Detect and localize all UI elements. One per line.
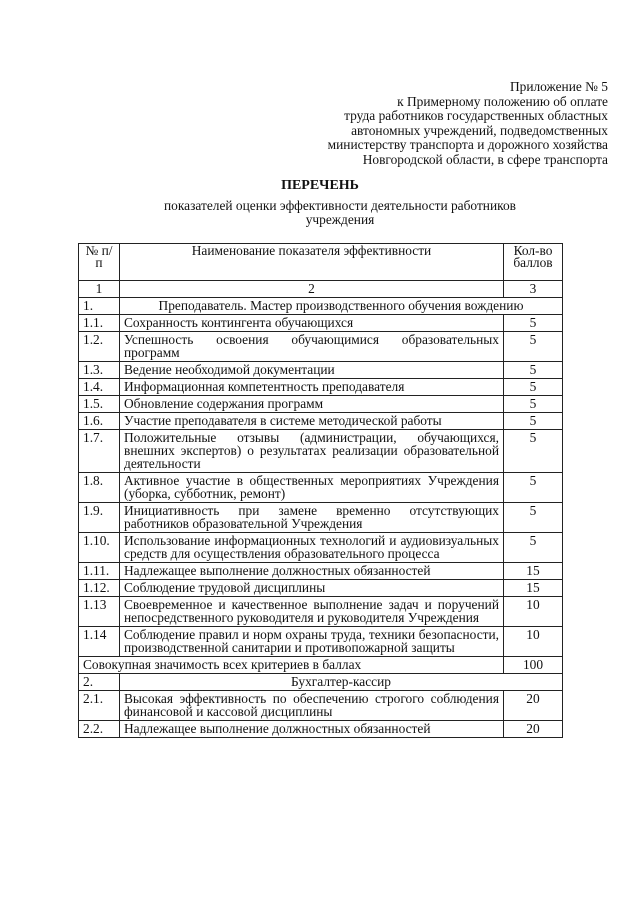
row-name: Обновление содержания программ (120, 396, 504, 413)
row-value: 5 (504, 473, 563, 503)
row-name: Соблюдение правил и норм охраны труда, техники безопасности, производственной санитарии и противопожарной защиты (120, 627, 504, 657)
row-name: Надлежащее выполнение должностных обязанностей (120, 563, 504, 580)
annex-line: автономных учреждений, подведомственных (351, 122, 608, 138)
row-name: Сохранность контингента обучающихся (120, 315, 504, 332)
row-value: 5 (504, 315, 563, 332)
column-numbers-row (79, 281, 563, 298)
row-num: 1.7. (79, 430, 120, 473)
annex-line: труда работников государственных областных (344, 108, 608, 124)
row-num: 1.8. (79, 473, 120, 503)
header-name: Наименование показателя эффективности (120, 244, 504, 281)
row-num: 1.14 (79, 627, 120, 657)
total-row (79, 657, 563, 674)
annex-line: министерству транспорта и дорожного хозяйства (327, 137, 608, 153)
header-num: № п/п (79, 244, 120, 281)
row-num: 1.11. (79, 563, 120, 580)
row-name: Участие преподавателя в системе методической работы (120, 413, 504, 430)
row-name: Надлежащее выполнение должностных обязанностей (120, 721, 504, 738)
table-row (79, 721, 563, 738)
row-value: 5 (504, 362, 563, 379)
row-num: 1.1. (79, 315, 120, 332)
indicators-table (78, 243, 563, 738)
col-number: 1 (79, 281, 120, 298)
section-2-rows (79, 691, 563, 738)
row-value: 5 (504, 430, 563, 473)
row-name: Своевременное и качественное выполнение задач и поручений непосредственного руководителя и руководителя Учреждения (120, 597, 504, 627)
document-title: ПЕРЕЧЕНЬ (281, 178, 359, 193)
table-row (79, 580, 563, 597)
table-row (79, 691, 563, 721)
row-value: 5 (504, 379, 563, 396)
row-num: 1.2. (79, 332, 120, 362)
row-num: 1.10. (79, 533, 120, 563)
row-num: 2.2. (79, 721, 120, 738)
row-value: 20 (504, 721, 563, 738)
row-num: 1.12. (79, 580, 120, 597)
table-row (79, 430, 563, 473)
row-name: Информационная компетентность преподавателя (120, 379, 504, 396)
row-name: Инициативность при замене временно отсутствующих работников образовательной Учреждения (120, 503, 504, 533)
row-name: Успешность освоения обучающимися образовательных программ (120, 332, 504, 362)
row-name: Использование информационных технологий и аудиовизуальных средств для осуществления образовательного процесса (120, 533, 504, 563)
document-subtitle: показателей оценки эффективности деятельности работников учреждения (164, 198, 516, 227)
annex-header (278, 80, 608, 168)
row-num: 2.1. (79, 691, 120, 721)
row-name: Положительные отзывы (администрации, обучающихся, внешних экспертов) о результатах реализации образовательной деятельности (120, 430, 504, 473)
section-num: 1. (79, 298, 120, 315)
table-row (79, 627, 563, 657)
row-value: 5 (504, 413, 563, 430)
table-row (79, 379, 563, 396)
annex-line: Новгородской области, в сфере транспорта (362, 151, 608, 167)
table-row (79, 413, 563, 430)
row-num: 1.6. (79, 413, 120, 430)
row-num: 1.4. (79, 379, 120, 396)
table-row (79, 396, 563, 413)
row-name: Высокая эффективность по обеспечению строгого соблюдения финансовой и кассовой дисциплины (120, 691, 504, 721)
section-1-rows (79, 315, 563, 657)
header-value: Кол-во баллов (504, 244, 563, 281)
row-num: 1.5. (79, 396, 120, 413)
row-name: Соблюдение трудовой дисциплины (120, 580, 504, 597)
total-value: 100 (504, 657, 563, 674)
section-name: Преподаватель. Мастер производственного обучения вождению (120, 298, 563, 315)
col-number: 2 (120, 281, 504, 298)
section-name: Бухгалтер-кассир (120, 674, 563, 691)
table-row (79, 332, 563, 362)
total-label: Совокупная значимость всех критериев в баллах (79, 657, 504, 674)
row-value: 10 (504, 627, 563, 657)
row-value: 15 (504, 563, 563, 580)
section-row (79, 298, 563, 315)
table-row (79, 597, 563, 627)
row-value: 20 (504, 691, 563, 721)
table-header-row (79, 244, 563, 281)
section-num: 2. (79, 674, 120, 691)
row-name: Ведение необходимой документации (120, 362, 504, 379)
table-row (79, 563, 563, 580)
row-num: 1.13 (79, 597, 120, 627)
annex-line: к Примерному положению об оплате (397, 93, 608, 109)
row-value: 5 (504, 332, 563, 362)
row-value: 5 (504, 396, 563, 413)
row-value: 5 (504, 503, 563, 533)
section-row (79, 674, 563, 691)
table-row (79, 362, 563, 379)
row-value: 10 (504, 597, 563, 627)
row-value: 15 (504, 580, 563, 597)
row-name: Активное участие в общественных мероприятиях Учреждения (уборка, субботник, ремонт) (120, 473, 504, 503)
table-row (79, 533, 563, 563)
table-row (79, 315, 563, 332)
table-row (79, 503, 563, 533)
annex-line: Приложение № 5 (509, 79, 608, 94)
col-number: 3 (504, 281, 563, 298)
row-value: 5 (504, 533, 563, 563)
row-num: 1.3. (79, 362, 120, 379)
row-num: 1.9. (79, 503, 120, 533)
table-row (79, 473, 563, 503)
